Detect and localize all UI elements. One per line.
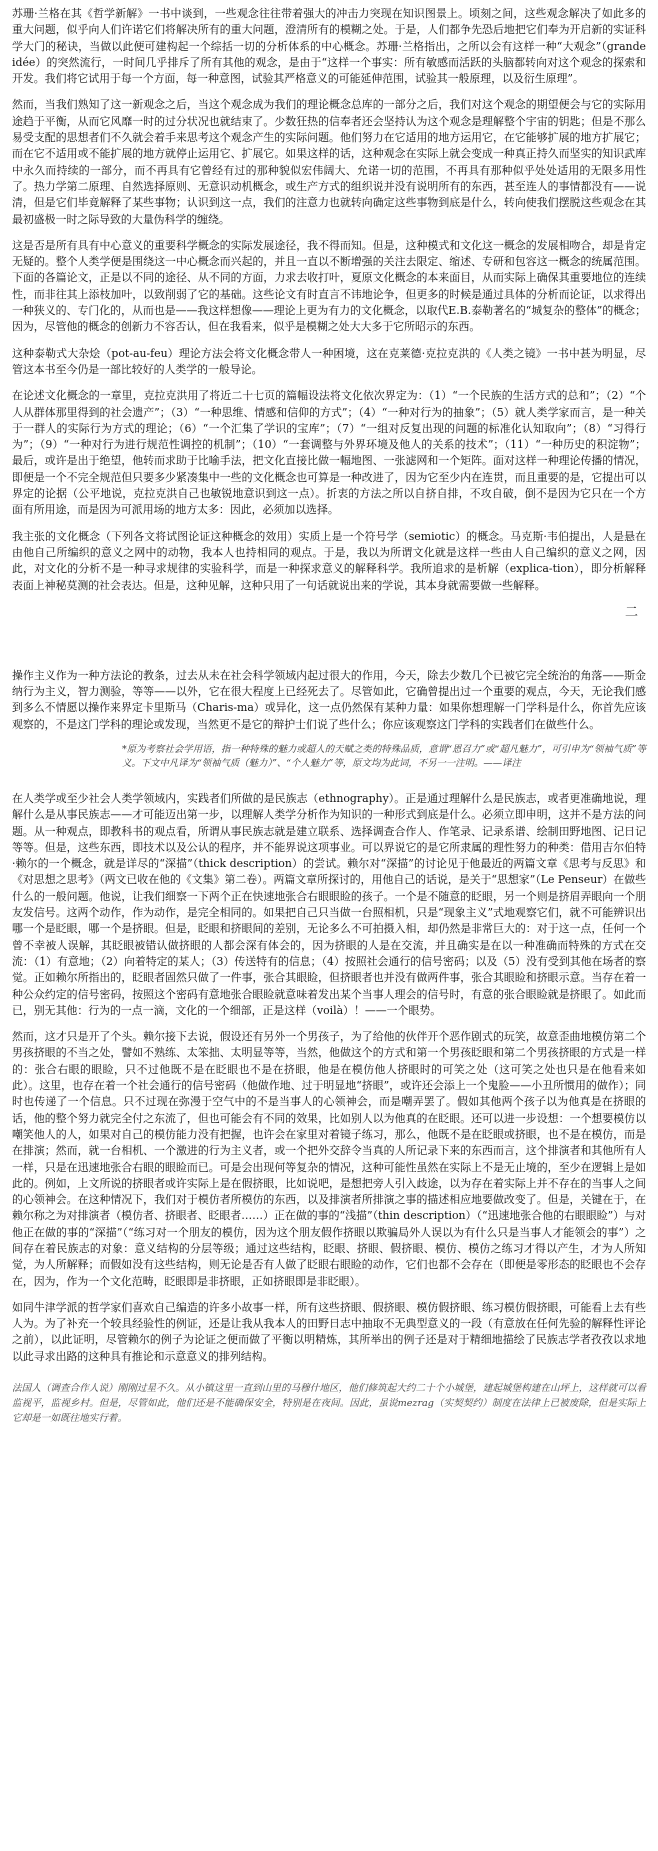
translator-note: *原为考察社会学用语，指一种特殊的魅力或超人的天赋之类的特殊品质，意谓“恩召力”或“超凡魅力”，可引申为“领袖气质”等义。下文中凡译为“领袖气质（魅力）”、“个人魅力”等，原文均为此词，不另一一注明。——译注 (122, 743, 646, 769)
section-number: 二 (624, 604, 638, 620)
body-paragraph: 这是否是所有具有中心意义的重要科学概念的实际发展途径，我不得而知。但是，这种模式和文化这一概念的发展相吻合，却是肯定无疑的。整个人类学便是围绕这一中心概念而兴起的，并且一直以不断增强的关注去限定、缩述、专研和包容这一概念的统属范围。下面的各篇论文，正是以不同的途径、从不同的方面，力求去收打叶，夏原文化概念的本来面目，从而实际上确保其重要地位的连续性，而非往其上添枝加叶，以致削弱了它的基础。这些论文有时直言不讳地论争，但更多的时候是通过具体的分析而论证，以求得出一种狭义的、专门化的，从而也是——我这样想像——理论上更为有力的文化概念，以取代E.B.泰勒著名的“城复杂的整体”的概念；因为，尽管他的概念的创新力不容否认，但在我看来，似乎是模糊之处大大多于它所昭示的东西。 (12, 238, 646, 334)
body-paragraph: 这种泰勒式大杂烩（pot-au-feu）理论方法会将文化概念带人一种困境，这在克莱德·克拉克洪的《人类之镜》一书中甚为明显，尽管这本书至今仍是一部比较好的人类学的一般导论。 (12, 346, 646, 376)
body-paragraph: 苏珊·兰格在其《哲学新解》一书中谈到，一些观念往往带着强大的冲击力突现在知识图景上。顷刻之间，这些观念解决了如此多的重大问题，似乎向人们许诺它们将解决所有的重大问题，澄清所有的模糊之处。于是，人们都争先恐后地把它们奉为开启新的实证科学大门的秘诀，当做以此便可建构起一个综括一切的分析体系的中心概念。苏珊·兰格指出，之所以会有这样一种“大观念”（grande idée）的突然流行，一时间几乎排斥了所有其他的观念，是由于“这样一个事实：所有敏感而活跃的头脑都转向对这个观念的探索和开发。我们将它试用于每一个方面，每一种意图，试验其严格意义的可能延伸范围，试验其一般原理，以及衍生原理”。 (12, 7, 646, 86)
body-paragraph: 在人类学或至少社会人类学领域内，实践者们所做的是民族志（ethnography）。正是通过理解什么是民族志，或者更准确地说，理解什么是从事民族志——才可能迈出第一步，以理解人类学分析作为知识的一种形式到底是什么。必须立即申明，这并不是方法的问题。从一种观点，即教科书的观点看，所谓从事民族志就是建立联系、选择调查合作人、作笔录、记录系谱、绘制田野地图、记日记等等。但是，这些东西，即技术以及公认的程序，并不能界说这项事业。可以界说它的是它所隶属的理性努力的种类：借用吉尔伯特·赖尔的一个概念，就是详尽的“深描”（thick description）的尝试。赖尔对“深描”的讨论见于他最近的两篇文章《思考与反思》和《对思想之思考》（两文已收在他的《文集》第二卷）。两篇文章所探讨的，用他自己的话说，是关于“思想家”（Le Penseur）在做些什么的一般问题。他说，让我们细察一下两个正在快速地张合右眼眼睑的孩子。一个是不随意的眨眼，另一个则是挤眉弄眼向一个朋友发信号。这两个动作，作为动作，是完全相同的。如果把自己只当做一台照相机，只是“现象主义”式地观察它们，就不可能辨识出哪一个是眨眼，哪一个是挤眼。但是，眨眼和挤眼间的差别，无论多么不可拍摄入相，却仍然是非常巨大的：对于这一点，任何一个曾不幸被人误解，其眨眼被错认做挤眼的人都会深有体会的，因为挤眼的人是在交流，并且确实是在以一种准确而特殊的方式在交流：（1）有意地；（2）向着特定的某人；（3）传送特有的信息；（4）按照社会通行的信号密码；以及（5）没有受到其他在场者的察觉。正如赖尔所指出的，眨眼者固然只做了一件事，张合其眼睑，但挤眼者也并没有做两件事，张合其眼睑和挤眼示意。当存在着一种公众约定的信号密码，按照这个密码有意地张合眼睑就意味着发出某个当事人理会的信号时，有意的张合眼睑就是挤眼了。如此而已，别无其他：行为的一点一滴，文化的一个细部，正是这样（voilà）！——一个眼势。 (12, 791, 646, 1017)
body-paragraph: 操作主义作为一种方法论的教条，过去从未在社会科学领域内起过很大的作用，今天，除去少数几个已被它完全统治的角落——斯金纳行为主义，智力测验，等等——以外，它在很大程度上已经死去了。尽管如此，它确曾提出过一个重要的观点，今天，无论我们感到多么不情愿以操作来界定卡里斯马（Charis-ma）或异化，这一点仍然保有某种力量：如果你想理解一门学科是什么，你首先应该观察的，不是这门学科的理论或发现，当然更不是它的辩护士们说了些什么；你应该观察这门学科的实践者们在做些什么。 (12, 668, 646, 731)
body-paragraph: 在论述文化概念的一章里，克拉克洪用了将近二十七页的篇幅设法将文化依次界定为：（1）“一个民族的生活方式的总和”；（2）“个人从群体那里得到的社会遗产”；（3）“一种思维、情感和信仰的方式”；（4）“一种对行为的抽象”；（5）就人类学家而言，是一种关于一群人的实际行为方式的理论；（6）“一个汇集了学识的宝库”；（7）“一组对反复出现的问题的标准化认知取向”；（8）“习得行为”；（9）“一种对行为进行规范性调控的机制”；（10）“一套调整与外界环境及他人的关系的技术”；（11）“一种历史的积淀物”；最后，或许是出于绝望，他转而求助于比喻手法，把文化直接比做一幅地图、一张滤网和一个矩阵。面对这样一种理论传播的情况，即便是一个不完全规范但只要多少紧凑集中一些的文化概念也可算是一种改进了，因为它至少内在连贯，而且重要的是，它提出可以界定的论据（公平地说，克拉克洪自己也敏锐地意识到这一点）。折衷的方法之所以自挤自排，不攻自破，倒不是因为它只在一个方面有所用途，而是因为可派用场的地方太多：因此，必须加以选择。 (12, 389, 646, 517)
body-paragraph: 我主张的文化概念（下列各文将试图论证这种概念的效用）实质上是一个符号学（semiotic）的概念。马克斯·韦伯提出，人是悬在由他自己所编织的意义之网中的动物，我本人也持相同的观点。于是，我以为所谓文化就是这样一些由人自己编织的意义之网，因此，对文化的分析不是一种寻求规律的实验科学，而是一种探求意义的解释科学。我所追求的是析解（explica-tion），即分析解释表面上神秘莫测的社会表达。但是，这种见解，这种只用了一句话就说出来的学说，其本身就需要做一些解释。 (12, 529, 646, 592)
body-paragraph: 然而，这才只是开了个头。赖尔接下去说，假设还有另外一个男孩子，为了给他的伙伴开个恶作剧式的玩笑，故意歪曲地模仿第二个男孩挤眼的不当之处，譬如不熟练、太笨拙、太明显等等，当然，他做这个的方式和第一个男孩眨眼和第二个男孩挤眼的方式是一样的：张合右眼的眼睑，只不过他既不是在眨眼也不是在挤眼，他是在模仿他人挤眼时的可笑之处（这可笑之处也只是在他看来如此）。这里，也存在着一个社会通行的信号密码（他做作地、过于明显地“挤眼”，或许还会添上一个鬼脸——小丑所惯用的做作）；同时也传递了一个信息。只不过现在弥漫于空气中的不是当事人的心领神会，而是嘲弄罢了。假如其他两个孩子以为他真是在挤眼的话，他的整个努力就完全付之东流了，但也可能会有不同的效果，比如别人以为他真的在眨眼。还可以进一步设想：一个想要模仿以嘲笑他人的人，如果对自己的模仿能力没有把握，也许会在家里对着镜子练习，那么，他既不是在眨眼或挤眼，也不是在模仿，而是在排演；然而，就一台相机、一个激进的行为主义者，或一个把外交辞令当真的人所记录下来的东西而言，这个排演者和其他所有人一样，只是在迅速地张合右眼的眼睑而已。可是会出现何等复杂的情况，这种可能性虽然在实际上不是无止境的，至少在逻辑上是如此的。例如，上文所说的挤眼者或许实际上是在假挤眼，比如说吧，是想把旁人引入歧途，以为存在着实际上并不存在的当事人之间的心领神会。在这种情况下，我们对于模仿者所模仿的东西，以及排演者所排演之事的描述相应地要做改变了。但是，关键在于，在赖尔称之为对排演者（模仿者、挤眼者、眨眼者……）正在做的事的“浅描”（thin description）（“迅速地张合他的右眼眼睑”）与对他正在做的事的“深描”（“练习对一个朋友的模仿，因为这个朋友假作挤眼以欺骗局外人误以为有什么只是当事人才能领会的事”）之间存在着民族志的对象：意义结构的分层等级；通过这些结构，眨眼、挤眼、假挤眼、模仿、模仿之练习才得以产生，才为人所知觉，为人所解释；而假如没有这些结构，则无论是否有人做了眨眼右眼睑的动作，它们也都不会存在（即便是零形态的眨眼也不会存在，因为，作为一个文化范畴，眨眼即是非挤眼，正如挤眼即是非眨眼）。 (12, 1030, 646, 1288)
field-note-excerpt: 法国人（调查合作人说）刚刚过星不久。从小镇这里一直到山里的马穆什地区，他们修筑起大约二十个小城堡，建起城堡构建在山坪上，这样就可以看监视平，监视乡村。但是，尽管如此，他们还是不能确保安全，特别是在夜间。因此，虽说mezrag（实契契约）制度在法律上已被废除，但是实际上它却是一如既往地实行着。 (12, 1383, 646, 1425)
body-paragraph: 如同牛津学派的哲学家们喜欢自己编造的许多小故事一样，所有这些挤眼、假挤眼、模仿假挤眼、练习模仿假挤眼，可能看上去有些人为。为了补充一个较具经验性的例证，还是让我从我本人的田野日志中抽取不无典型意义的一段（有意放在任何先验的解释性评论之前），以此证明，尽管赖尔的例子为论证之便而做了平衡以明精炼，其所举出的例子还是对于精细地描绘了民族志学者孜孜以求地以此寻求出路的这种具有推论和示意意义的排列结构。 (12, 1300, 646, 1363)
body-paragraph: 然而，当我们熟知了这一新观念之后，当这个观念成为我们的理论概念总库的一部分之后，我们对这个观念的期望便会与它的实际用途趋于平衡，从而它风靡一时的过分状况也就结束了。少数狂热的信奉者还会坚持认为这个观念是理解整个宇宙的钥匙；但是不那么易受支配的思想者们不久就会着手来思考这个观念产生的实际问题。他们努力在它适用的地方运用它，在它能够扩展的地方扩展它；而在它不适用或不能扩展的地方就停止运用它、扩展它。如果这样的话，这种观念在实际上就会变成一种真正持久而坚实的知识武库中永久而持续的一部分，而不再具有它曾经有过的那种貌似宏伟阔大、允诺一切的范围，不再具有那种似乎处处适用的无限多用性了。热力学第二原理、自然选择原则、无意识动机概念，或生产方式的组织说并没有说明所有的东西，甚至连人的事情都没有——说清，但是它们毕竟解释了某些事物；认识到这一点，我们的注意力也就转向确定这些事物到底是什么，转向使我们摆脱这些观念在其最初盛极一时之际导致的大量伪科学的缠绕。 (12, 98, 646, 226)
